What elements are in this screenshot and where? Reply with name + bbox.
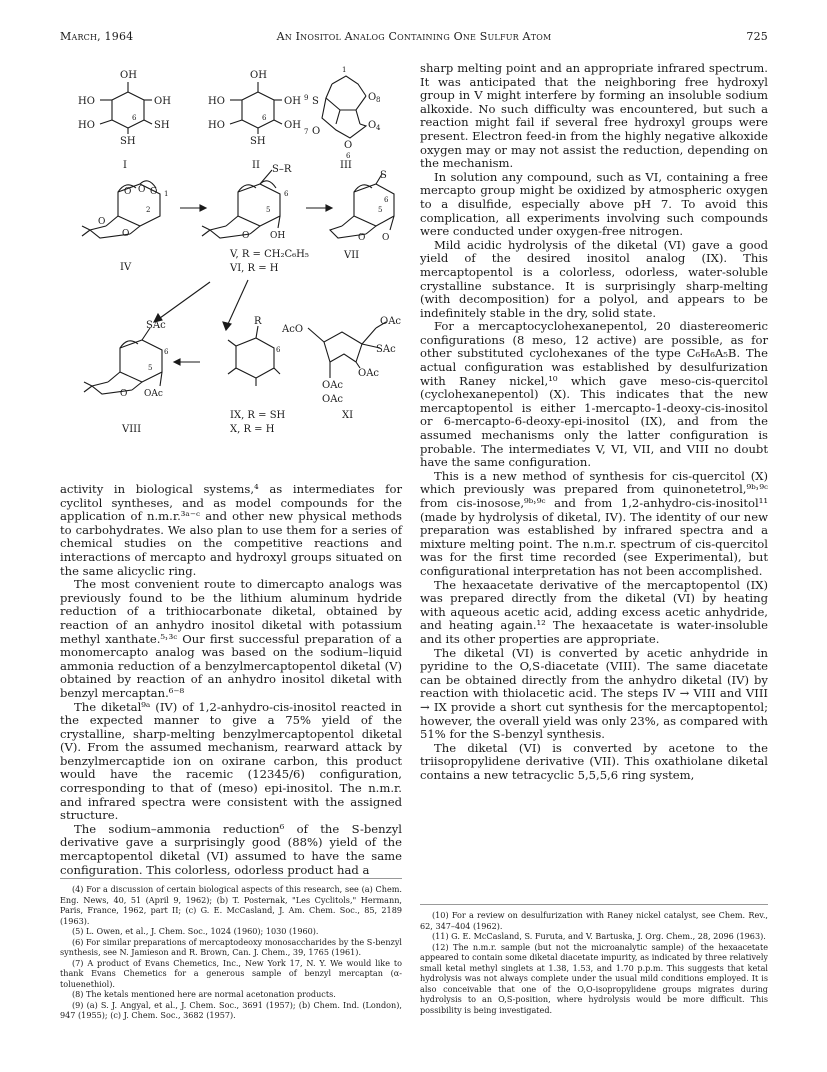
paragraph: sharp melting point and an appropriate infrared spectrum. It was anticipated that the neighboring free hydroxyl group in V might interfere by forming an insoluble sodium alkoxide. No such difficulty was encountered, but such a reaction might fail if several free hydroxyl groups were present. Electron feed-in from the highly negative alkoxide oxygen may or may not assist the reduction, depending on the mechanism.: [420, 61, 768, 171]
atom-r: R: [254, 316, 262, 327]
atom-oh: OH: [284, 120, 301, 131]
atom-o: O: [124, 187, 132, 197]
position-6: 6: [384, 196, 389, 204]
footnote: (9) (a) S. J. Angyal, et al., J. Chem. Soc., 3691 (1957); (b) Chem. Ind. (London), 947 (1955); (c) J. Chem. Soc., 3682 (1957).: [60, 999, 402, 1020]
footnote: (10) For a review on desulfurization with Raney nickel catalyst, see Chem. Rev., 62, 347–404 (1962).: [420, 910, 768, 931]
atom-o: O: [120, 389, 128, 399]
label-X: X, R = H: [230, 424, 275, 435]
atom-oac: OAc: [380, 316, 402, 327]
position-6: 6: [132, 114, 137, 122]
position-7: 7: [304, 128, 309, 136]
label-II: II: [252, 160, 260, 171]
label-VIII: VIII: [122, 424, 142, 435]
compound-VIII: [84, 320, 169, 435]
atom-oac: OAc: [322, 380, 344, 391]
compound-VII: [330, 170, 394, 261]
footnote: (8) The ketals mentioned here are normal acetonation products.: [72, 989, 336, 999]
position-6: 6: [164, 348, 169, 356]
compound-III: [304, 66, 381, 171]
position-6: 6: [262, 114, 267, 122]
chemical-structures: [60, 62, 402, 494]
paragraph: activity in biological systems,⁴ as intermediates for cyclitol syntheses, and as model compounds for the application of n.m.r.³ᵃ⁻ᶜ and other new physical methods to carbohydrates. We also plan to use them for a series of chemical studies on the competitive reactions and interactions of mercapto and hydroxyl groups situated on the same alicyclic ring.: [60, 482, 402, 578]
paragraph: In solution any compound, such as VI, containing a free mercapto group might be oxidized by atmospheric oxygen to a disulfide, especially above pH 7. To avoid this complication, all experiments involving such compounds were conducted under oxygen-free nitrogen.: [420, 169, 768, 239]
atom-o: O: [312, 126, 321, 137]
paragraph: Mild acidic hydrolysis of the diketal (VI) gave a good yield of the desired inositol analog (IX). This mercaptopentol is a colorless, odorless, water-soluble crystalline substance. It is surprisingly sharp-melting (with decomposition) for a polyol, and appears to be indefinitely stable in the dry, solid state.: [420, 237, 768, 320]
atom-o: O: [122, 229, 130, 239]
atom-sh: SH: [120, 136, 136, 147]
paragraph: For a mercaptocyclohexanepentol, 20 diastereomeric configurations (8 meso, 12 active) are possible, as for other substituted cyclohexanes of the type C₆H₆A₅B. The actual configuration was established by desulfurization with Raney nickel,¹⁰ which gave meso-cis-quercitol (cyclohexanepentol) (X). This indicates that the new mercaptopentol is either 1-mercapto-1-deoxy-cis-inositol or 6-mercapto-6-deoxy-epi-inositol (IX), and from the assumed mechanisms only the latter configuration is probable. The intermediates V, VI, VII, and VIII no doubt have the same configuration.: [420, 319, 768, 470]
left-column-text: [60, 483, 402, 877]
position-4: 4: [376, 124, 381, 132]
header-title: An Inositol Analog Containing One Sulfur Atom: [276, 30, 552, 43]
label-VII: VII: [344, 250, 360, 261]
atom-oh: OH: [250, 70, 267, 81]
compound-XI: [281, 316, 401, 421]
paragraph: The sodium–ammonia reduction⁶ of the S-benzyl derivative gave a surprisingly good (88%) yield of the mercaptopentol diketal (VI) assumed to have the same configuration. This colorless, odorless product had a: [60, 821, 402, 877]
footnote: (6) For similar preparations of mercaptodeoxy monosaccharides by the S-benzyl synthesis, see N. Jamieson and R. Brown, Can. J. Chem., 39, 1765 (1961).: [60, 936, 402, 957]
position-2: 2: [146, 206, 151, 214]
atom-oh: OH: [120, 70, 137, 81]
footnote: (4) For a discussion of certain biological aspects of this research, see (a) Chem. Eng. News, 40, 51 (April 9, 1962); (b) T. Posternak, "Les Cyclitols," Hermann, Paris, France, 1962, part II; (c) G. E. McCasland, J. Am. Chem. Soc., 85, 2189 (1963).: [60, 884, 402, 926]
atom-sac: SAc: [376, 344, 396, 355]
atom-ho: HO: [208, 96, 225, 107]
atom-o: O: [98, 217, 106, 227]
footnote: (5) L. Owen, et al., J. Chem. Soc., 1024 (1960); 1030 (1960).: [72, 926, 319, 936]
atom-sh: SH: [250, 136, 266, 147]
atom-o: O: [138, 185, 146, 195]
atom-o: O: [242, 231, 250, 241]
atom-oh: OH: [284, 96, 301, 107]
header-date: March, 1964: [60, 30, 134, 43]
footnote: (12) The n.m.r. sample (but not the microanalytic sample) of the hexaacetate appeared to contain some diketal diacetate impurity, as indicated by three relatively small ketal methyl singlets at 1.38, 1.53, and 1.70 p.p.m. This suggests that ketal hydrolysis was not always complete under the usual mild conditions employed. It is also conceivable that one of the O,O-isopropylidene groups migrates during hydrolysis to an O,S-position, where hydrolysis would be more difficult. This possibility is being investigated.: [420, 941, 768, 1015]
atom-aco: AcO: [282, 324, 304, 335]
compound-V: [202, 164, 309, 274]
position-6: 6: [284, 190, 289, 198]
right-column-text: [420, 62, 768, 782]
position-5: 5: [266, 206, 271, 214]
position-5: 5: [378, 206, 383, 214]
position-9: 9: [304, 94, 309, 102]
atom-oh: OH: [270, 231, 286, 241]
position-6: 6: [276, 346, 281, 354]
label-I: I: [123, 160, 127, 171]
atom-o: O: [344, 140, 353, 151]
compound-II: [208, 70, 301, 171]
label-IV: IV: [120, 262, 132, 273]
atom-s: S: [312, 96, 319, 107]
position-5: 5: [148, 364, 153, 372]
atom-sac: SAc: [146, 320, 166, 331]
atom-o: O: [368, 92, 377, 103]
position-6: 6: [346, 152, 351, 160]
footnote-divider: [60, 878, 402, 879]
footnotes-right: [420, 910, 768, 1015]
label-V: V, R = CH₂C₆H₅: [230, 249, 309, 260]
label-IX: IX, R = SH: [230, 410, 286, 421]
paragraph: The diketal⁹ᵃ (IV) of 1,2-anhydro-cis-inositol reacted in the expected manner to give a 75% yield of the crystalline, sharp-melting benzylmercaptopentol diketal (V). From the assumed mechanism, rearward attack by benzylmercaptide ion on oxirane carbon, this product would have the racemic (12345/6) configuration, corresponding to that of (meso) epi-inositol. The n.m.r. and infrared spectra were consistent with the assigned structure.: [60, 699, 402, 823]
atom-s-r: S–R: [272, 164, 292, 175]
label-VI: VI, R = H: [230, 263, 279, 274]
atom-oh: OH: [154, 96, 171, 107]
paragraph: The most convenient route to dimercapto analogs was previously found to be the lithium aluminum hydride reduction of a trithiocarbonate diketal, obtained by reaction of an anhydro inositol diketal with potassium methyl xanthate.⁵˒³ᶜ Our first successful preparation of a monomercapto analog was based on the sodium–liquid ammonia reduction of a benzylmercaptopentol diketal (V) obtained by reaction of an anhydro inositol diketal with benzyl mercaptan.⁶⁻⁸: [60, 577, 402, 700]
atom-s: S: [380, 170, 387, 181]
paragraph: The diketal (VI) is converted by acetone to the triisopropylidene derivative (VII). This oxathiolane diketal contains a new tetracyclic 5,5,5,6 ring system,: [420, 740, 768, 782]
footnote: (11) G. E. McCasland, S. Furuta, and V. Bartuska, J. Org. Chem., 28, 2096 (1963).: [432, 931, 766, 941]
footnotes-left: [60, 884, 402, 1021]
footnote: (7) A product of Evans Chemetics, Inc., New York 17, N. Y. We would like to thank Evans Chemetics for a generous sample of benzyl mercaptan (α-toluenethiol).: [60, 957, 402, 989]
page-header: [60, 30, 768, 48]
label-III: III: [340, 160, 352, 171]
atom-oac: OAc: [144, 389, 163, 399]
page-number: 725: [746, 30, 768, 43]
compound-IX: [228, 316, 286, 435]
atom-oac: OAc: [358, 368, 380, 379]
footnote-divider: [420, 904, 768, 905]
atom-oac: OAc: [322, 394, 344, 405]
compound-I: [78, 70, 171, 171]
atom-ho: HO: [208, 120, 225, 131]
position-1: 1: [342, 66, 347, 74]
paragraph: The hexaacetate derivative of the mercaptopentol (IX) was prepared directly from the diketal (VI) by heating with aqueous acetic acid, adding excess acetic anhydride, and heating again.¹² The hexaacetate is water-insoluble and its other properties are appropriate.: [420, 577, 768, 646]
compound-IV: [82, 181, 168, 273]
structure-figure: [60, 62, 402, 494]
atom-o: O: [358, 233, 366, 243]
atom-o: O: [368, 120, 377, 131]
atom-ho: HO: [78, 96, 95, 107]
atom-o: O: [382, 233, 390, 243]
atom-ho: HO: [78, 120, 95, 131]
position-1: 1: [164, 190, 169, 198]
atom-sh: SH: [154, 120, 170, 131]
label-XI: XI: [342, 410, 354, 421]
paragraph: The diketal (VI) is converted by acetic anhydride in pyridine to the O,S-diacetate (VIII). The same diacetate can be obtained directly from the anhydro diketal (IV) by reaction with thiolacetic acid. The steps IV → VIII and VIII → IX provide a short cut synthesis for the mercaptopentol; however, the overall yield was only 23%, as compared with 51% for the S-benzyl synthesis.: [420, 645, 768, 742]
paragraph: This is a new method of synthesis for cis-quercitol (X) which previously was prepared from quinonetetrol,⁹ᵇ˒⁹ᶜ from cis-inosose,⁹ᵇ˒⁹ᶜ and from 1,2-anhydro-cis-inositol¹¹ (made by hydrolysis of diketal, IV). The identity of our new preparation was established by infrared spectra and a mixture melting point. The n.m.r. spectrum of cis-quercitol was for the first time recorded (see Experimental), but configurational interpretation has not been accomplished.: [420, 468, 768, 578]
position-8: 8: [376, 96, 381, 104]
atom-o: O: [150, 187, 158, 197]
